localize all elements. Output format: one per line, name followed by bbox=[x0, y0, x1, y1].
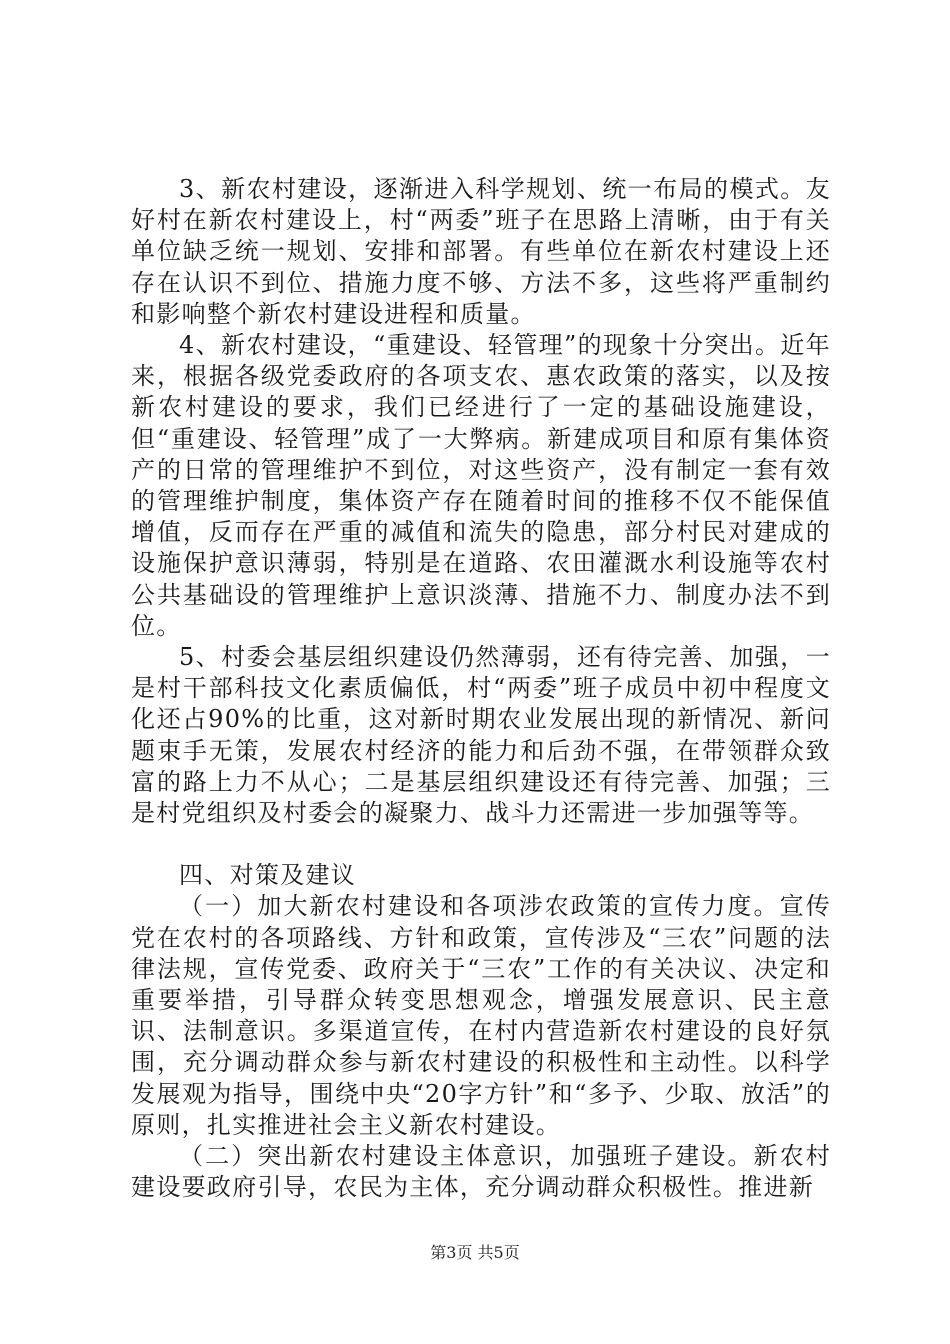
document-body bbox=[131, 174, 831, 1204]
paragraph-item-5: 5、村委会基层组织建设仍然薄弱，还有待完善、加强，一是村干部科技文化素质偏低，村“两委”班子成员中初中程度文化还占90%的比重，这对新时期农业发展出现的新情况、新问题束手无策，发展农村经济的能力和后劲不强，在带领群众致富的路上力不从心；二是基层组织建设还有待完善、加强；三是村党组织及村委会的凝聚力、战斗力还需进一步加强等等。 bbox=[131, 643, 831, 828]
paragraph-measure-2: （二）突出新农村建设主体意识，加强班子建设。新农村建设要政府引导，农民为主体，充分调动群众积极性。推进新 bbox=[131, 1142, 831, 1202]
section-heading: 四、对策及建议 bbox=[179, 861, 357, 890]
paragraph-spacer bbox=[131, 829, 831, 860]
page-footer: 第3页 共5页 bbox=[430, 1243, 520, 1262]
paragraph-item-3: 3、新农村建设，逐渐进入科学规划、统一布局的模式。友好村在新农村建设上，村“两委”班子在思路上清晰，由于有关单位缺乏统一规划、安排和部署。有些单位在新农村建设上还存在认识不到位、措施力度不够、方法不多，这些将严重制约和影响整个新农村建设进程和质量。 bbox=[131, 175, 831, 328]
paragraph-measure-1: （一）加大新农村建设和各项涉农政策的宣传力度。宣传党在农村的各项路线、方针和政策，宣传涉及“三农”问题的法律法规，宣传党委、政府关于“三农”工作的有关决议、决定和重要举措，引导群众转变思想观念，增强发展意识、民主意识、法制意识。多渠道宣传，在村内营造新农村建设的良好氛围，充分调动群众参与新农村建设的积极性和主动性。以科学发展观为指导，围绕中央“20字方针”和“多予、少取、放活”的原则，扎实推进社会主义新农村建设。 bbox=[131, 892, 831, 1139]
paragraph-item-4: 4、新农村建设，“重建设、轻管理”的现象十分突出。近年来，根据各级党委政府的各项支农、惠农政策的落实，以及按新农村建设的要求，我们已经进行了一定的基础设施建设，但“重建设、轻管理”成了一大弊病。新建成项目和原有集体资产的日常的管理维护不到位，对这些资产，没有制定一套有效的管理维护制度，集体资产存在随着时间的推移不仅不能保值增值，反而存在严重的减值和流失的隐患，部分村民对建成的设施保护意识薄弱，特别是在道路、农田灌溉水利设施等农村公共基础设的管理维护上意识淡薄、措施不力、制度办法不到位。 bbox=[131, 331, 831, 640]
